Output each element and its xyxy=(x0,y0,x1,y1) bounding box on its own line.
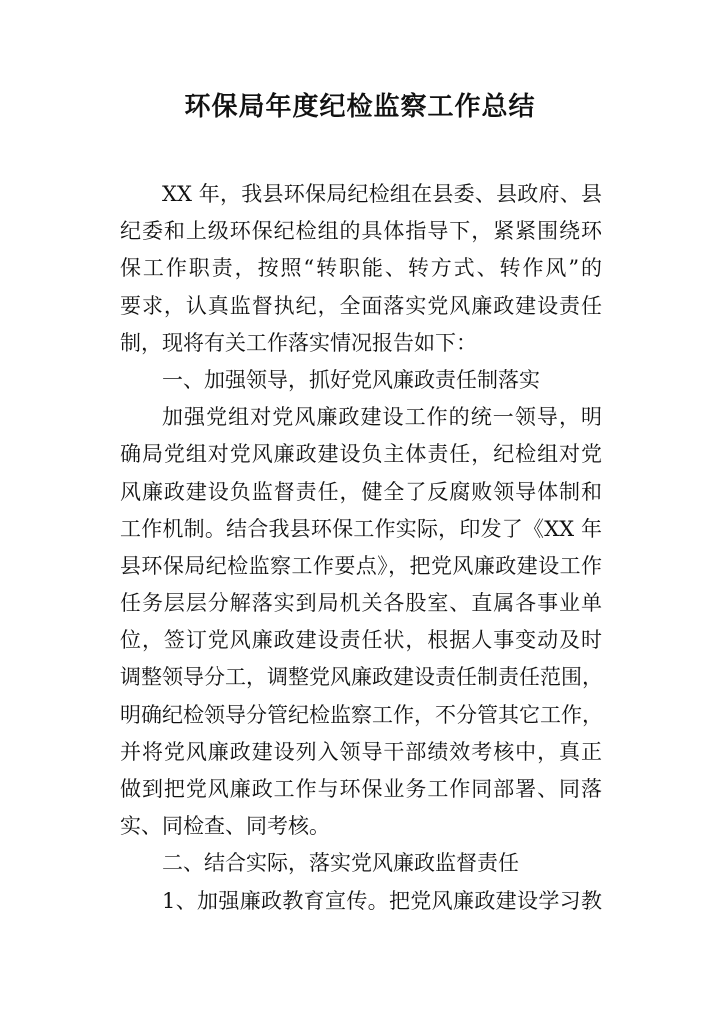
paragraph-line: 调整领导分工，调整党风廉政建设责任制责任范围， xyxy=(120,665,603,690)
paragraph-line: 制，现将有关工作落实情况报告如下： xyxy=(120,330,477,355)
paragraph-line: 位，签订党风廉政建设责任状，根据人事变动及时 xyxy=(120,628,602,653)
paragraph-line: 纪委和上级环保纪检组的具体指导下，紧紧围绕环 xyxy=(120,219,602,244)
paragraph-line: 实、同检查、同考核。 xyxy=(120,814,330,839)
paragraph-line: 并将党风廉政建设列入领导干部绩效考核中，真正 xyxy=(120,739,602,764)
document-body xyxy=(120,176,602,920)
section-heading: 一、加强领导，抓好党风廉政责任制落实 xyxy=(162,367,540,392)
paragraph-line: 任务层层分解落实到局机关各股室、直属各事业单 xyxy=(120,591,602,616)
document-title: 环保局年度纪检监察工作总结 xyxy=(184,92,536,122)
paragraph-line: 保工作职责，按照“转职能、转方式、转作风”的 xyxy=(120,256,602,281)
paragraph-line: 风廉政建设负监督责任，健全了反腐败领导体制和 xyxy=(120,479,602,504)
paragraph-line: 工作机制。结合我县环保工作实际，印发了《XX 年 xyxy=(120,516,602,541)
paragraph-line: 要求，认真监督执纪，全面落实党风廉政建设责任 xyxy=(120,293,602,318)
paragraph-line: 做到把党风廉政工作与环保业务工作同部署、同落 xyxy=(120,777,602,801)
paragraph-line: 县环保局纪检监察工作要点》，把党风廉政建设工作 xyxy=(120,553,602,578)
paragraph-line: 1、加强廉政教育宣传。把党风廉政建设学习教 xyxy=(162,888,602,913)
section-heading: 二、结合实际，落实党风廉政监督责任 xyxy=(162,851,519,876)
paragraph-line: XX 年，我县环保局纪检组在县委、县政府、县 xyxy=(162,182,602,206)
paragraph-line: 确局党组对党风廉政建设负主体责任，纪检组对党 xyxy=(120,442,602,467)
paragraph-line: 明确纪检领导分管纪检监察工作，不分管其它工作， xyxy=(120,702,603,727)
paragraph-line: 加强党组对党风廉政建设工作的统一领导，明 xyxy=(162,405,602,430)
